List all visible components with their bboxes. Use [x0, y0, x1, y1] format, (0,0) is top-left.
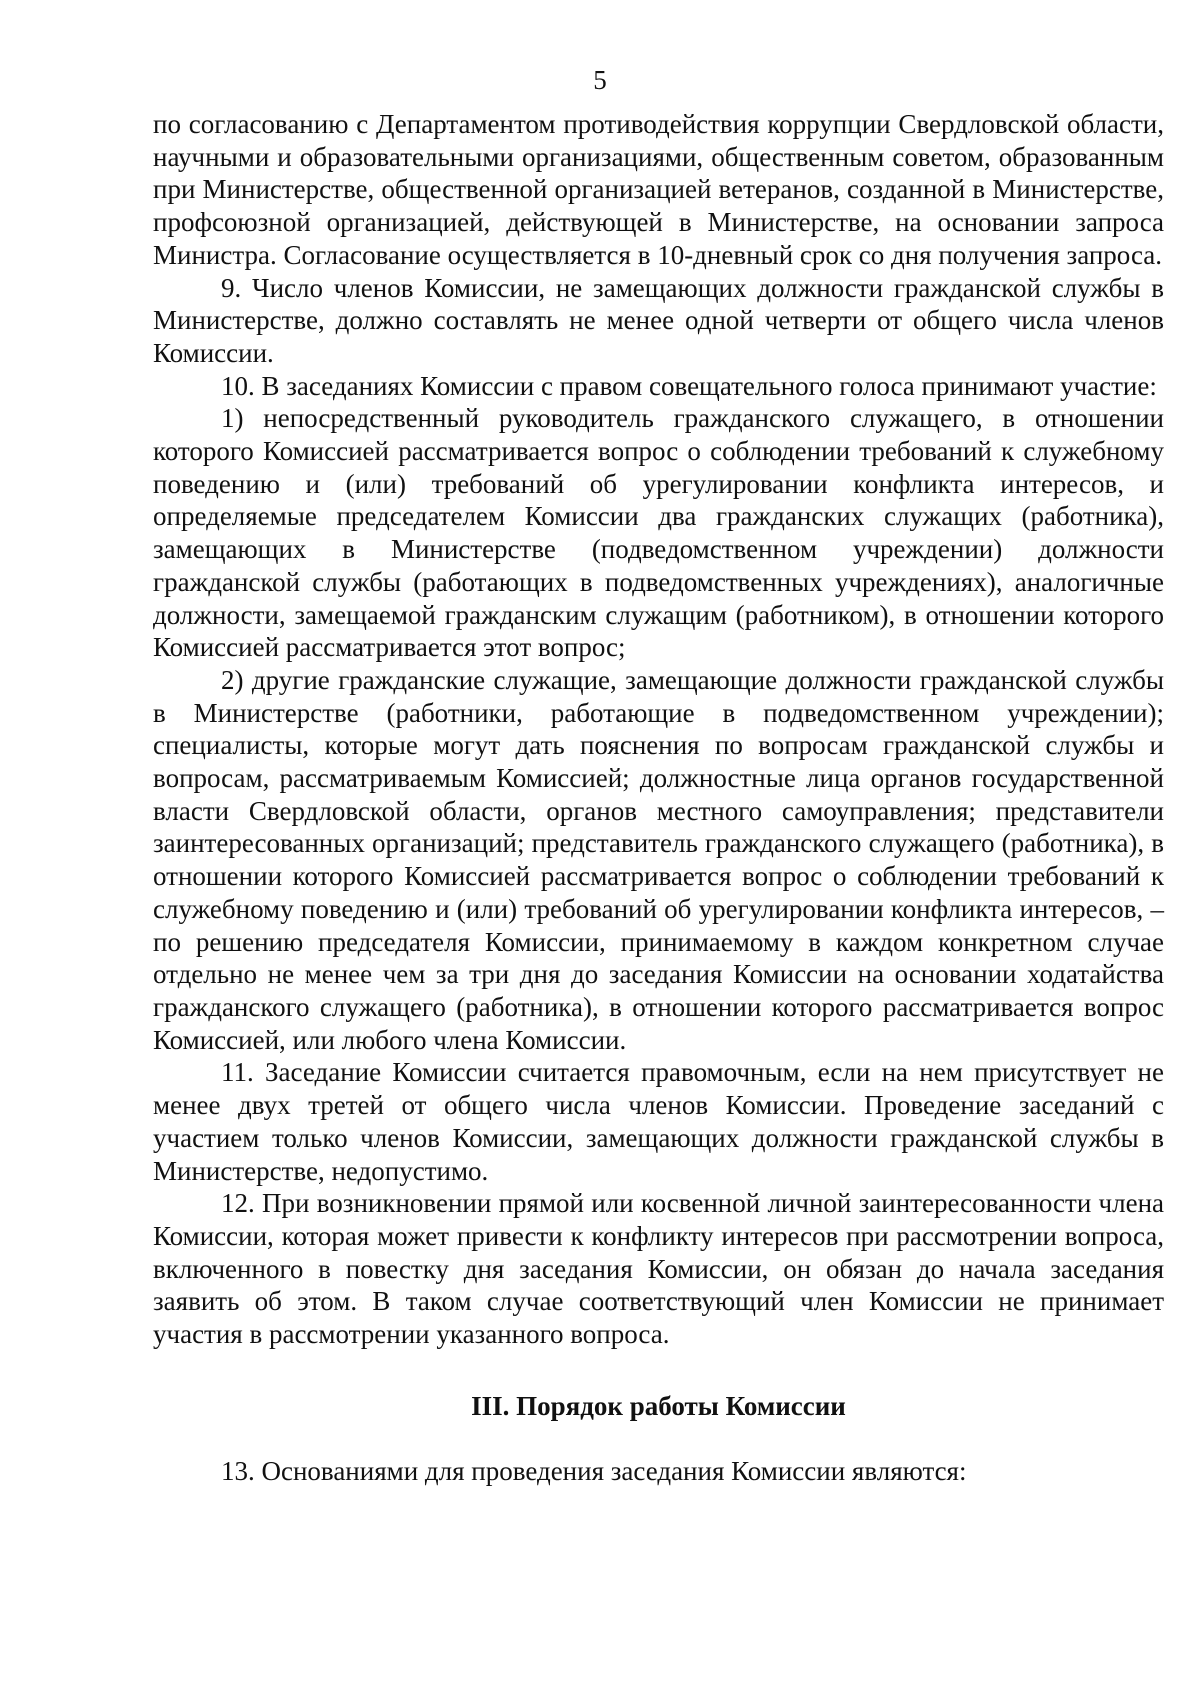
- paragraph-continuation: по согласованию с Департаментом противодействия коррупции Свердловской области, научными и образовательными организациями, общественным советом, образованным при Министерстве, общественной организацией ветеранов, созданной в Министерстве, профсоюзной организацией, действующей в Министерстве, на основании запроса Министра. Согласование осуществляется в 10-дневный срок со дня получения запроса.: [153, 109, 1164, 270]
- paragraph-10-item-1: 1) непосредственный руководитель гражданского служащего, в отношении которого Комиссией рассматривается вопрос о соблюдении требований к служебному поведению и (или) требований об урегулировании конфликта интересов, и определяемые председателем Комиссии два гражданских служащих (работника), замещающих в Министерстве (подведомственном учреждении) должности гражданской службы (работающих в подведомственных учреждениях), аналогичные должности, замещаемой гражданским служащим (работником), в отношении которого Комиссией рассматривается этот вопрос;: [153, 403, 1164, 663]
- paragraph-11: 11. Заседание Комиссии считается правомочным, если на нем присутствует не менее двух третей от общего числа членов Комиссии. Проведение заседаний с участием только членов Комиссии, замещающих должности гражданской службы в Министерстве, недопустимо.: [153, 1057, 1164, 1186]
- paragraph-12: 12. При возникновении прямой или косвенной личной заинтересованности члена Комиссии, которая может привести к конфликту интересов при рассмотрении вопроса, включенного в повестку дня заседания Комиссии, он обязан до начала заседания заявить об этом. В таком случае соответствующий член Комиссии не принимает участия в рассмотрении указанного вопроса.: [153, 1188, 1164, 1350]
- document-body: [153, 108, 1164, 1487]
- page-number: 5: [593, 65, 607, 95]
- paragraph-10-item-2: 2) другие гражданские служащие, замещающие должности гражданской службы в Министерстве (работники, работающие в подведомственном учреждении); специалисты, которые могут дать пояснения по вопросам гражданской службы и вопросам, рассматриваемым Комиссией; должностные лица органов государственной власти Свердловской области, органов местного самоуправления; представители заинтересованных организаций; представитель гражданского служащего (работника), в отношении которого Комиссией рассматривается вопрос о соблюдении требований к служебному поведению и (или) требований об урегулировании конфликта интересов, – по решению председателя Комиссии, принимаемому в каждом конкретном случае отдельно не менее чем за три дня до заседания Комиссии на основании ходатайства гражданского служащего (работника), в отношении которого рассматривается вопрос Комиссией, или любого члена Комиссии.: [153, 664, 1164, 1055]
- paragraph-10: 10. В заседаниях Комиссии с правом совещательного голоса принимают участие:: [221, 370, 1157, 401]
- paragraph-13: 13. Основаниями для проведения заседания Комиссии являются:: [221, 1455, 967, 1486]
- paragraph-9: 9. Число членов Комиссии, не замещающих должности гражданской службы в Министерстве, должно составлять не менее одной четверти от общего числа членов Комиссии.: [153, 272, 1164, 368]
- section-heading: III. Порядок работы Комиссии: [471, 1390, 846, 1421]
